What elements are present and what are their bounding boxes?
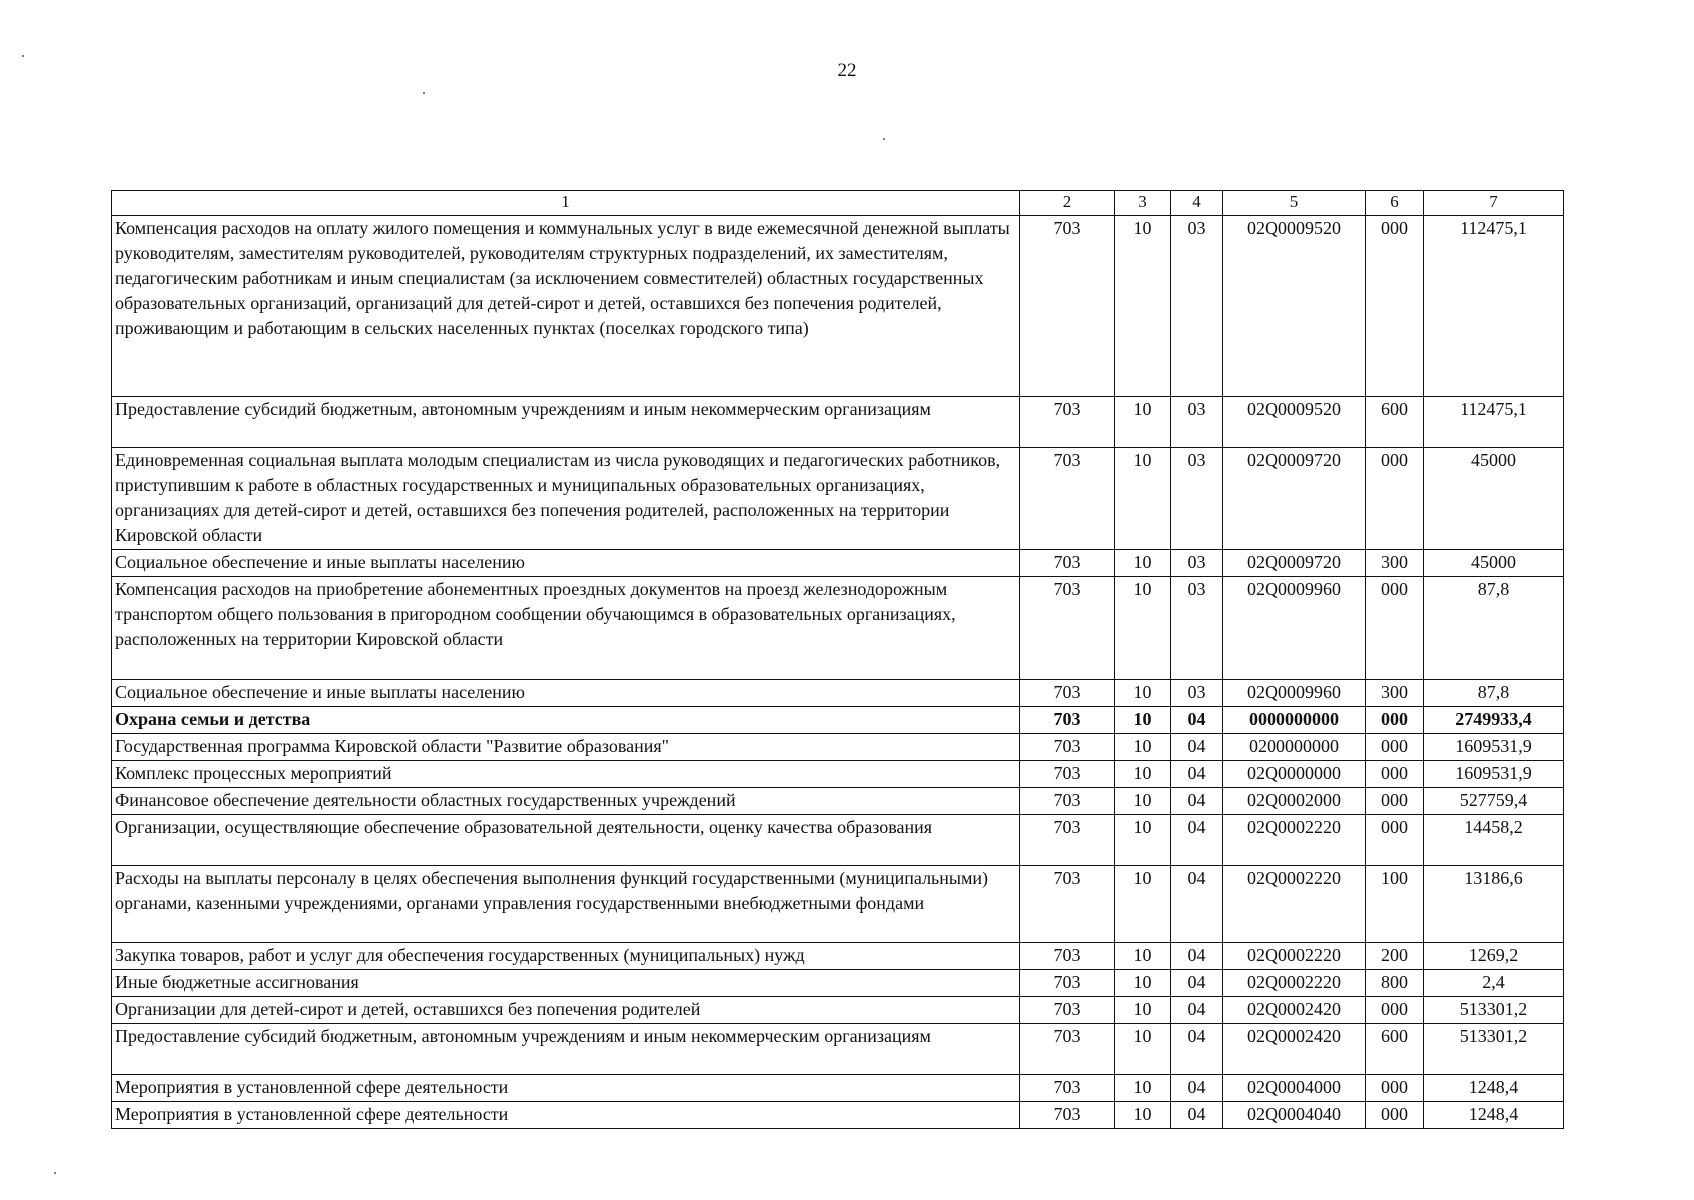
row-col-6: 100 (1366, 866, 1424, 943)
row-col-2: 703 (1020, 448, 1115, 550)
row-name: Компенсация расходов на оплату жилого помещения и коммунальных услуг в виде ежемесячной денежной выплаты руководителям, заместителям руководителей, руководителям структурных подразделений, их заместителям, педагогическим работникам и иным специалистам (за исключением совместителей) областных государственных образовательных организаций, организаций для детей-сирот и детей, оставшихся без попечения родителей, проживающим и работающим в сельских населенных пунктах (поселках городского типа) (112, 216, 1020, 397)
table-row (112, 788, 1564, 815)
row-col-2: 703 (1020, 397, 1115, 448)
row-name: Компенсация расходов на приобретение абонементных проездных документов на проезд железнодорожным транспортом общего пользования в пригородном сообщении обучающимся в образовательных организациях, расположенных на территории Кировской области (112, 577, 1020, 680)
row-col-2: 703 (1020, 680, 1115, 707)
row-col-4: 04 (1171, 1075, 1223, 1102)
row-col-7: 87,8 (1424, 577, 1564, 680)
table-row (112, 734, 1564, 761)
row-col-2: 703 (1020, 943, 1115, 970)
row-col-7: 1609531,9 (1424, 734, 1564, 761)
header-col-7: 7 (1424, 191, 1564, 216)
row-col-7: 112475,1 (1424, 397, 1564, 448)
row-col-5: 02Q0002000 (1223, 788, 1366, 815)
row-name: Финансовое обеспечение деятельности областных государственных учреждений (112, 788, 1020, 815)
row-col-4: 03 (1171, 550, 1223, 577)
row-col-4: 03 (1171, 577, 1223, 680)
row-col-4: 03 (1171, 216, 1223, 397)
row-col-2: 703 (1020, 997, 1115, 1024)
row-name: Социальное обеспечение и иные выплаты населению (112, 550, 1020, 577)
row-col-5: 02Q0002420 (1223, 997, 1366, 1024)
row-name: Иные бюджетные ассигнования (112, 970, 1020, 997)
row-col-2: 703 (1020, 734, 1115, 761)
row-col-3: 10 (1115, 970, 1171, 997)
row-col-4: 04 (1171, 761, 1223, 788)
table-row (112, 761, 1564, 788)
table-header-row (112, 191, 1564, 216)
row-col-6: 200 (1366, 943, 1424, 970)
row-name: Комплекс процессных мероприятий (112, 761, 1020, 788)
row-col-6: 000 (1366, 734, 1424, 761)
row-col-5: 02Q0009520 (1223, 397, 1366, 448)
row-name: Охрана семьи и детства (112, 707, 1020, 734)
row-col-5: 0000000000 (1223, 707, 1366, 734)
row-col-7: 45000 (1424, 448, 1564, 550)
row-col-2: 703 (1020, 550, 1115, 577)
row-col-5: 02Q0009720 (1223, 550, 1366, 577)
row-col-6: 000 (1366, 815, 1424, 866)
row-col-7: 45000 (1424, 550, 1564, 577)
row-name: Мероприятия в установленной сфере деятельности (112, 1102, 1020, 1129)
row-col-3: 10 (1115, 1102, 1171, 1129)
header-col-5: 5 (1223, 191, 1366, 216)
row-col-6: 000 (1366, 997, 1424, 1024)
row-col-3: 10 (1115, 577, 1171, 680)
row-col-6: 000 (1366, 448, 1424, 550)
row-col-6: 000 (1366, 707, 1424, 734)
row-col-3: 10 (1115, 1024, 1171, 1075)
row-col-7: 1269,2 (1424, 943, 1564, 970)
row-col-2: 703 (1020, 970, 1115, 997)
row-col-2: 703 (1020, 866, 1115, 943)
table-row (112, 1102, 1564, 1129)
row-name: Закупка товаров, работ и услуг для обеспечения государственных (муниципальных) нужд (112, 943, 1020, 970)
row-name: Организации, осуществляющие обеспечение образовательной деятельности, оценку качества образования (112, 815, 1020, 866)
row-col-2: 703 (1020, 216, 1115, 397)
row-col-5: 02Q0004040 (1223, 1102, 1366, 1129)
header-col-4: 4 (1171, 191, 1223, 216)
row-name: Единовременная социальная выплата молодым специалистам из числа руководящих и педагогических работников, приступившим к работе в областных государственных и муниципальных образовательных организациях, организациях для детей-сирот и детей, оставшихся без попечения родителей, расположенных на территории Кировской области (112, 448, 1020, 550)
scan-speck (54, 1172, 56, 1174)
budget-table (111, 190, 1564, 1129)
row-name: Расходы на выплаты персоналу в целях обеспечения выполнения функций государственными (муниципальными) органами, казенными учреждениями, органами управления государственными внебюджетными фондами (112, 866, 1020, 943)
row-col-6: 300 (1366, 550, 1424, 577)
table-row (112, 1024, 1564, 1075)
row-col-3: 10 (1115, 997, 1171, 1024)
table-row (112, 866, 1564, 943)
row-col-7: 1248,4 (1424, 1102, 1564, 1129)
row-col-6: 000 (1366, 577, 1424, 680)
page-number: 22 (837, 60, 857, 81)
row-col-2: 703 (1020, 1024, 1115, 1075)
row-col-4: 04 (1171, 970, 1223, 997)
table-row (112, 815, 1564, 866)
row-col-7: 112475,1 (1424, 216, 1564, 397)
row-col-5: 02Q0002220 (1223, 943, 1366, 970)
scan-speck (423, 92, 425, 94)
row-col-6: 000 (1366, 216, 1424, 397)
row-col-3: 10 (1115, 788, 1171, 815)
row-col-6: 000 (1366, 1102, 1424, 1129)
row-col-7: 2,4 (1424, 970, 1564, 997)
row-col-5: 02Q0000000 (1223, 761, 1366, 788)
row-name: Государственная программа Кировской области "Развитие образования" (112, 734, 1020, 761)
row-col-3: 10 (1115, 550, 1171, 577)
row-col-5: 02Q0002420 (1223, 1024, 1366, 1075)
row-col-6: 600 (1366, 1024, 1424, 1075)
row-col-4: 03 (1171, 397, 1223, 448)
row-col-4: 04 (1171, 788, 1223, 815)
row-col-2: 703 (1020, 1075, 1115, 1102)
row-name: Мероприятия в установленной сфере деятельности (112, 1075, 1020, 1102)
row-col-5: 02Q0002220 (1223, 815, 1366, 866)
row-col-4: 03 (1171, 680, 1223, 707)
row-col-4: 04 (1171, 1102, 1223, 1129)
row-col-2: 703 (1020, 1102, 1115, 1129)
row-col-4: 04 (1171, 943, 1223, 970)
row-col-2: 703 (1020, 577, 1115, 680)
row-name: Предоставление субсидий бюджетным, автономным учреждениям и иным некоммерческим организациям (112, 1024, 1020, 1075)
row-col-3: 10 (1115, 815, 1171, 866)
table-row (112, 970, 1564, 997)
row-col-6: 800 (1366, 970, 1424, 997)
table-row (112, 707, 1564, 734)
row-col-3: 10 (1115, 397, 1171, 448)
row-col-3: 10 (1115, 943, 1171, 970)
row-col-3: 10 (1115, 1075, 1171, 1102)
row-col-3: 10 (1115, 216, 1171, 397)
scan-speck (22, 55, 24, 57)
row-col-5: 02Q0004000 (1223, 1075, 1366, 1102)
row-col-2: 703 (1020, 815, 1115, 866)
row-col-4: 04 (1171, 707, 1223, 734)
row-name: Предоставление субсидий бюджетным, автономным учреждениям и иным некоммерческим организациям (112, 397, 1020, 448)
row-col-7: 513301,2 (1424, 997, 1564, 1024)
row-col-7: 13186,6 (1424, 866, 1564, 943)
header-col-3: 3 (1115, 191, 1171, 216)
row-col-6: 000 (1366, 788, 1424, 815)
table-row (112, 448, 1564, 550)
table-row (112, 680, 1564, 707)
table-row (112, 577, 1564, 680)
row-col-4: 04 (1171, 997, 1223, 1024)
row-col-2: 703 (1020, 707, 1115, 734)
row-col-7: 87,8 (1424, 680, 1564, 707)
row-col-5: 02Q0009960 (1223, 680, 1366, 707)
row-name: Социальное обеспечение и иные выплаты населению (112, 680, 1020, 707)
row-col-7: 527759,4 (1424, 788, 1564, 815)
row-col-3: 10 (1115, 761, 1171, 788)
row-col-5: 02Q0009520 (1223, 216, 1366, 397)
row-name: Организации для детей-сирот и детей, оставшихся без попечения родителей (112, 997, 1020, 1024)
row-col-3: 10 (1115, 707, 1171, 734)
row-col-7: 1609531,9 (1424, 761, 1564, 788)
row-col-4: 04 (1171, 1024, 1223, 1075)
header-col-2: 2 (1020, 191, 1115, 216)
row-col-5: 02Q0009720 (1223, 448, 1366, 550)
row-col-5: 02Q0009960 (1223, 577, 1366, 680)
table-row (112, 997, 1564, 1024)
table-row (112, 943, 1564, 970)
row-col-4: 04 (1171, 734, 1223, 761)
row-col-3: 10 (1115, 448, 1171, 550)
header-col-6: 6 (1366, 191, 1424, 216)
row-col-4: 03 (1171, 448, 1223, 550)
row-col-6: 000 (1366, 1075, 1424, 1102)
row-col-4: 04 (1171, 815, 1223, 866)
row-col-3: 10 (1115, 734, 1171, 761)
table-row (112, 1075, 1564, 1102)
row-col-4: 04 (1171, 866, 1223, 943)
row-col-3: 10 (1115, 866, 1171, 943)
row-col-6: 000 (1366, 761, 1424, 788)
row-col-6: 300 (1366, 680, 1424, 707)
scan-speck (883, 138, 885, 140)
table-row (112, 397, 1564, 448)
table-row (112, 216, 1564, 397)
row-col-7: 513301,2 (1424, 1024, 1564, 1075)
row-col-2: 703 (1020, 788, 1115, 815)
row-col-5: 02Q0002220 (1223, 866, 1366, 943)
row-col-2: 703 (1020, 761, 1115, 788)
row-col-7: 2749933,4 (1424, 707, 1564, 734)
row-col-7: 14458,2 (1424, 815, 1564, 866)
header-col-1: 1 (112, 191, 1020, 216)
row-col-5: 02Q0002220 (1223, 970, 1366, 997)
row-col-5: 0200000000 (1223, 734, 1366, 761)
row-col-7: 1248,4 (1424, 1075, 1564, 1102)
row-col-6: 600 (1366, 397, 1424, 448)
row-col-3: 10 (1115, 680, 1171, 707)
table-row (112, 550, 1564, 577)
